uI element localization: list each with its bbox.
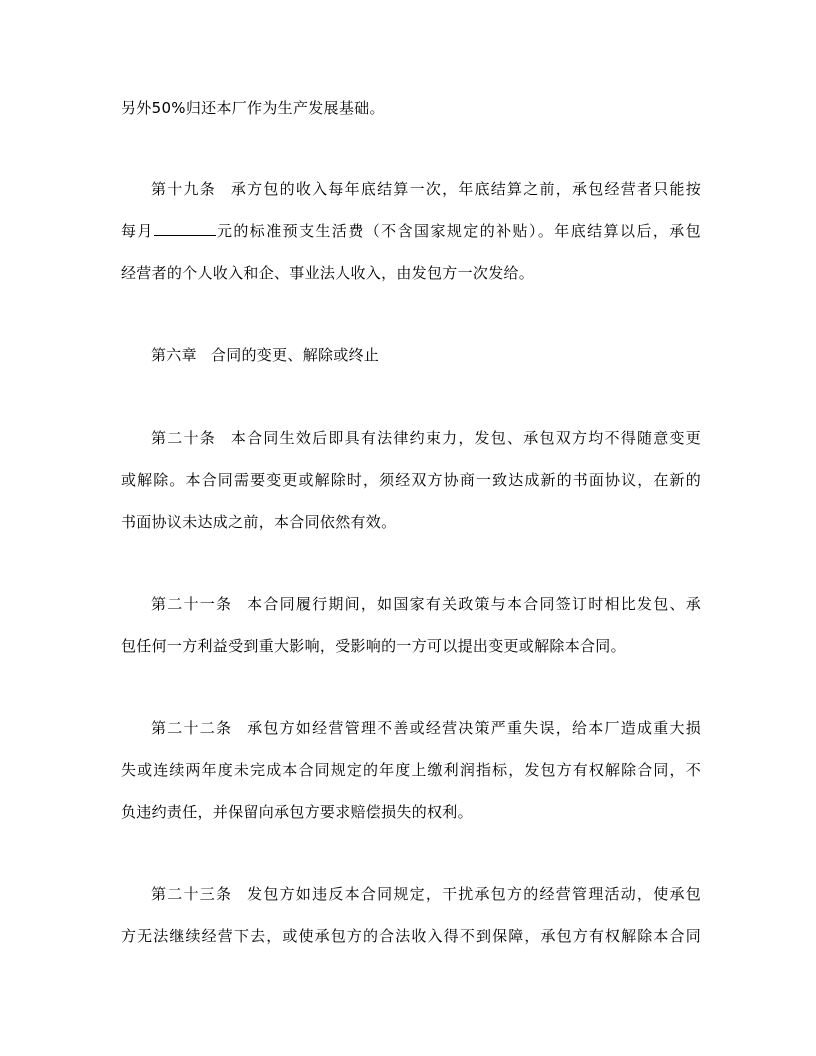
article-23-line-1 bbox=[151, 884, 701, 904]
chapter-6-heading bbox=[151, 345, 731, 365]
article-22-text: 负违约责任，并保留向承包方要求赔偿损失的权利。 bbox=[121, 803, 473, 821]
article-19-line-2 bbox=[121, 221, 701, 241]
article-20-text: 或解除。本合同需要变更或解除时，须经双方协商一致达成新的书面协议，在新的 bbox=[121, 471, 701, 489]
article-20-text: 书面协议未达成之前，本合同依然有效。 bbox=[121, 513, 397, 531]
article-23-text: 发包方如违反本合同规定，干扰承包方的经营管理活动，使承包 bbox=[246, 885, 701, 903]
paragraph-text: 另外50%归还本厂作为生产发展基础。 bbox=[121, 99, 385, 117]
amount-blank-line bbox=[154, 221, 216, 236]
article-23-line-2 bbox=[121, 926, 701, 946]
article-20-line-3 bbox=[121, 512, 701, 532]
article-19-heading: 第十九条 bbox=[151, 180, 216, 198]
article-21-line-1 bbox=[151, 594, 701, 614]
paragraph-continuation-line bbox=[121, 98, 701, 118]
article-22-line-2 bbox=[121, 760, 701, 780]
article-23-heading: 第二十三条 bbox=[151, 885, 233, 903]
article-21-text: 包任何一方利益受到重大影响，受影响的一方可以提出变更或解除本合同。 bbox=[121, 637, 626, 655]
article-22-line-3 bbox=[121, 802, 701, 822]
article-20-line-1 bbox=[151, 428, 701, 448]
article-19-text: 承方包的收入每年底结算一次，年底结算之前，承包经营者只能按 bbox=[229, 180, 702, 198]
article-21-line-2 bbox=[121, 636, 701, 656]
article-21-text: 本合同履行期间，如国家有关政策与本合同签订时相比发包、承 bbox=[246, 595, 701, 613]
article-20-heading: 第二十条 bbox=[151, 429, 216, 447]
article-20-text: 本合同生效后即具有法律约束力，发包、承包双方均不得随意变更 bbox=[229, 429, 702, 447]
article-19-text: 元的标准预支生活费（不含国家规定的补贴）。年底结算以后，承包 bbox=[215, 222, 701, 240]
article-20-line-2 bbox=[121, 470, 701, 490]
article-19-line-1 bbox=[151, 179, 701, 199]
article-19-line-3 bbox=[121, 263, 701, 283]
chapter-title: 合同的变更、解除或终止 bbox=[210, 346, 380, 364]
article-22-line-1 bbox=[151, 718, 701, 738]
chapter-number: 第六章 bbox=[151, 346, 197, 364]
article-22-heading: 第二十二条 bbox=[151, 719, 233, 737]
article-19-text: 经营者的个人收入和企、事业法人收入，由发包方一次发给。 bbox=[121, 264, 535, 282]
article-21-heading: 第二十一条 bbox=[151, 595, 233, 613]
article-22-text: 承包方如经营管理不善或经营决策严重失误，给本厂造成重大损 bbox=[246, 719, 701, 737]
article-19-text: 每月 bbox=[121, 222, 154, 240]
article-23-text: 方无法继续经营下去，或使承包方的合法收入得不到保障，承包方有权解除本合同 bbox=[121, 927, 701, 945]
article-22-text: 失或连续两年度未完成本合同规定的年度上缴利润指标，发包方有权解除合同，不 bbox=[121, 761, 701, 779]
